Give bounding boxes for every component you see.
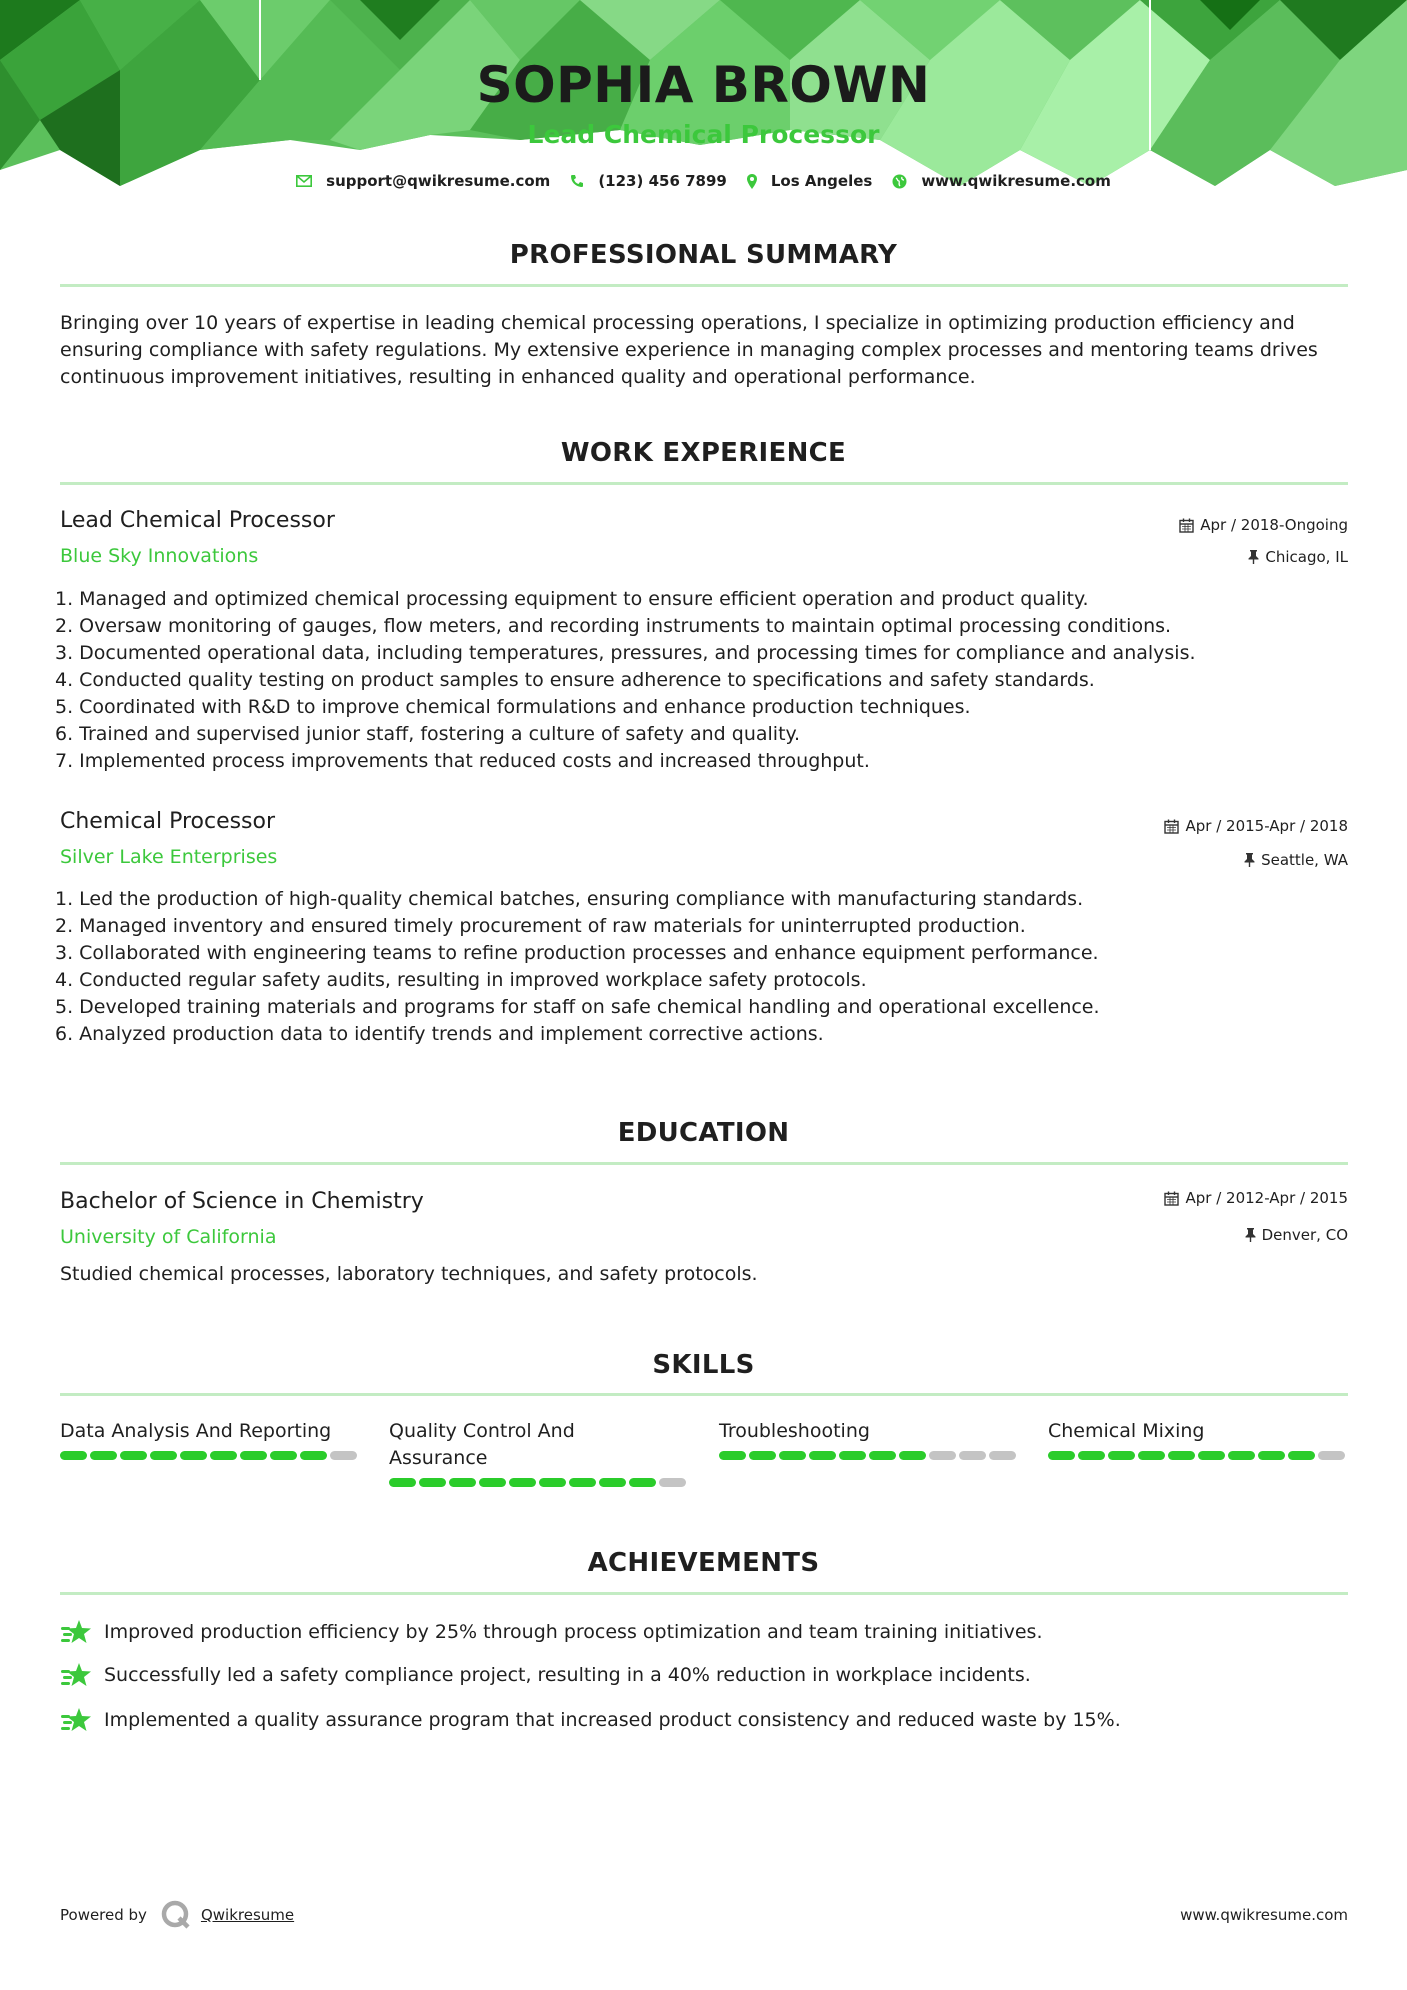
list-item: 2. Managed inventory and ensured timely procurement of raw materials for uninterrupted production. — [55, 915, 1026, 937]
qwikresume-logo-icon — [161, 1900, 191, 1930]
candidate-title: Lead Chemical Processor — [527, 120, 880, 149]
calendar-icon — [1179, 518, 1194, 533]
education-dates — [1164, 1189, 1348, 1207]
globe-icon — [892, 174, 907, 189]
skill-segment — [929, 1451, 956, 1460]
education-location-text: Denver, CO — [1261, 1226, 1348, 1244]
list-item: 2. Oversaw monitoring of gauges, flow meters, and recording instruments to maintain optimal processing conditions. — [55, 615, 1172, 637]
degree-title: Bachelor of Science in Chemistry — [60, 1189, 424, 1214]
list-item: 1. Led the production of high-quality chemical batches, ensuring compliance with manufacturing standards. — [55, 888, 1084, 910]
footer-website[interactable]: www.qwikresume.com — [1180, 1906, 1348, 1924]
list-item: 4. Conducted quality testing on product samples to ensure adherence to specifications and safety standards. — [55, 669, 1095, 691]
skill-segment — [60, 1451, 87, 1460]
skill-segment — [210, 1451, 237, 1460]
contact-email[interactable] — [296, 172, 550, 190]
skill-segment — [989, 1451, 1016, 1460]
job-dates-text: Apr / 2015-Apr / 2018 — [1185, 817, 1348, 835]
job-location-text: Seattle, WA — [1261, 851, 1348, 869]
skill-segment — [869, 1451, 896, 1460]
calendar-icon — [1164, 1191, 1179, 1206]
contact-website[interactable] — [892, 172, 1111, 190]
summary-heading: PROFESSIONAL SUMMARY — [509, 240, 898, 270]
skill-segment — [330, 1451, 357, 1460]
list-item: 5. Coordinated with R&D to improve chemical formulations and enhance production techniques. — [55, 696, 971, 718]
skill-segment — [419, 1478, 446, 1487]
shooting-star-icon — [60, 1661, 92, 1689]
envelope-icon — [296, 175, 312, 187]
skill-name: Troubleshooting — [719, 1420, 870, 1442]
skill-segment — [389, 1478, 416, 1487]
job-location — [1244, 851, 1348, 869]
skill-segment — [1258, 1451, 1285, 1460]
job-dates — [1179, 516, 1348, 534]
achievement-item — [60, 1661, 1031, 1689]
skill-segment — [479, 1478, 506, 1487]
skill-segment — [180, 1451, 207, 1460]
skill-segment — [90, 1451, 117, 1460]
skill-name: Quality Control And Assurance — [389, 1420, 575, 1469]
list-item: 3. Documented operational data, including temperatures, pressures, and processing times for compliance and analysis. — [55, 642, 1196, 664]
skill-segment — [300, 1451, 327, 1460]
location-text: Los Angeles — [770, 172, 873, 190]
skill-segment — [449, 1478, 476, 1487]
list-item: 4. Conducted regular safety audits, resulting in improved workplace safety protocols. — [55, 969, 867, 991]
skill-segment — [809, 1451, 836, 1460]
map-pin-icon — [747, 174, 757, 189]
achievement-text: Successfully led a safety compliance project, resulting in a 40% reduction in workplace incidents. — [104, 1664, 1031, 1686]
skill-segment — [959, 1451, 986, 1460]
skill-segment — [659, 1478, 686, 1487]
phone-icon — [570, 174, 584, 188]
skill-segment — [1138, 1451, 1165, 1460]
skill-segment — [779, 1451, 806, 1460]
skill-item — [719, 1418, 1019, 1460]
phone-text: (123) 456 7899 — [598, 172, 727, 190]
skill-level-bar — [1048, 1451, 1348, 1460]
skill-segment — [240, 1451, 267, 1460]
education-dates-text: Apr / 2012-Apr / 2015 — [1185, 1189, 1348, 1207]
achievements-heading: ACHIEVEMENTS — [587, 1548, 820, 1578]
summary-text: Bringing over 10 years of expertise in leading chemical processing operations, I specialize in optimizing production efficiency and ensuring compliance with safety regulations. My extensive experience in managing complex processes and mentoring teams drives continuous improvement initiatives, resulting in enhanced quality and operational performance. — [60, 312, 1318, 388]
skill-name: Chemical Mixing — [1048, 1420, 1205, 1442]
contact-phone[interactable] — [570, 172, 727, 190]
skill-segment — [569, 1478, 596, 1487]
school-name: University of California — [60, 1226, 277, 1248]
achievement-text: Implemented a quality assurance program that increased product consistency and reduced waste by 15%. — [104, 1709, 1121, 1731]
skill-item — [389, 1418, 689, 1487]
experience-divider — [60, 482, 1348, 485]
calendar-icon — [1164, 819, 1179, 834]
website-text: www.qwikresume.com — [921, 172, 1111, 190]
list-item: 1. Managed and optimized chemical processing equipment to ensure efficient operation and product quality. — [55, 588, 1089, 610]
achievements-divider — [60, 1592, 1348, 1595]
footer-powered-by — [60, 1900, 294, 1930]
job-dates — [1164, 817, 1348, 835]
skill-segment — [899, 1451, 926, 1460]
job-location-text: Chicago, IL — [1265, 548, 1348, 566]
education-location — [1245, 1226, 1348, 1244]
skills-divider — [60, 1393, 1348, 1396]
skill-segment — [1288, 1451, 1315, 1460]
skill-item — [60, 1418, 360, 1460]
job-company: Silver Lake Enterprises — [60, 846, 278, 868]
list-item: 5. Developed training materials and programs for staff on safe chemical handling and operational excellence. — [55, 996, 1100, 1018]
summary-divider — [60, 284, 1348, 287]
shooting-star-icon — [60, 1706, 92, 1734]
pushpin-icon — [1248, 550, 1259, 564]
skill-segment — [719, 1451, 746, 1460]
email-text: support@qwikresume.com — [326, 172, 551, 190]
skill-segment — [1168, 1451, 1195, 1460]
education-description: Studied chemical processes, laboratory techniques, and safety protocols. — [60, 1263, 758, 1285]
skill-segment — [839, 1451, 866, 1460]
skill-segment — [749, 1451, 776, 1460]
experience-heading: WORK EXPERIENCE — [560, 438, 847, 468]
skill-level-bar — [60, 1451, 360, 1460]
job-bullets — [55, 886, 1355, 1048]
job-title: Chemical Processor — [60, 809, 276, 834]
skill-name: Data Analysis And Reporting — [60, 1420, 332, 1442]
job-location — [1248, 548, 1348, 566]
contact-location — [747, 172, 872, 190]
powered-by-label: Powered by — [60, 1906, 147, 1924]
skill-segment — [1108, 1451, 1135, 1460]
job-title: Lead Chemical Processor — [60, 508, 335, 533]
skill-segment — [270, 1451, 297, 1460]
skill-segment — [1048, 1451, 1075, 1460]
skill-item — [1048, 1418, 1348, 1460]
skill-segment — [509, 1478, 536, 1487]
education-divider — [60, 1162, 1348, 1165]
skill-segment — [1228, 1451, 1255, 1460]
achievement-text: Improved production efficiency by 25% through process optimization and team training initiatives. — [104, 1621, 1043, 1643]
candidate-name: SOPHIA BROWN — [476, 56, 931, 114]
skill-level-bar — [389, 1478, 689, 1487]
job-dates-text: Apr / 2018-Ongoing — [1200, 516, 1348, 534]
job-company: Blue Sky Innovations — [60, 545, 259, 567]
shooting-star-icon — [60, 1618, 92, 1646]
skill-segment — [1078, 1451, 1105, 1460]
education-heading: EDUCATION — [617, 1118, 790, 1148]
list-item: 7. Implemented process improvements that reduced costs and increased throughput. — [55, 750, 870, 772]
skills-heading: SKILLS — [652, 1350, 755, 1380]
pushpin-icon — [1244, 853, 1255, 867]
pushpin-icon — [1245, 1228, 1256, 1242]
achievement-item — [60, 1618, 1042, 1646]
skill-segment — [150, 1451, 177, 1460]
skill-segment — [1318, 1451, 1345, 1460]
skill-segment — [599, 1478, 626, 1487]
job-bullets — [55, 586, 1355, 775]
list-item: 6. Trained and supervised junior staff, fostering a culture of safety and quality. — [55, 723, 801, 745]
skill-segment — [120, 1451, 147, 1460]
skill-level-bar — [719, 1451, 1019, 1460]
qwikresume-link[interactable]: Qwikresume — [200, 1906, 295, 1924]
skill-segment — [629, 1478, 656, 1487]
skill-segment — [539, 1478, 566, 1487]
achievement-item — [60, 1706, 1121, 1734]
list-item: 6. Analyzed production data to identify trends and implement corrective actions. — [55, 1023, 824, 1045]
list-item: 3. Collaborated with engineering teams to refine production processes and enhance equipment performance. — [55, 942, 1099, 964]
skill-segment — [1198, 1451, 1225, 1460]
contact-bar — [0, 172, 1407, 190]
